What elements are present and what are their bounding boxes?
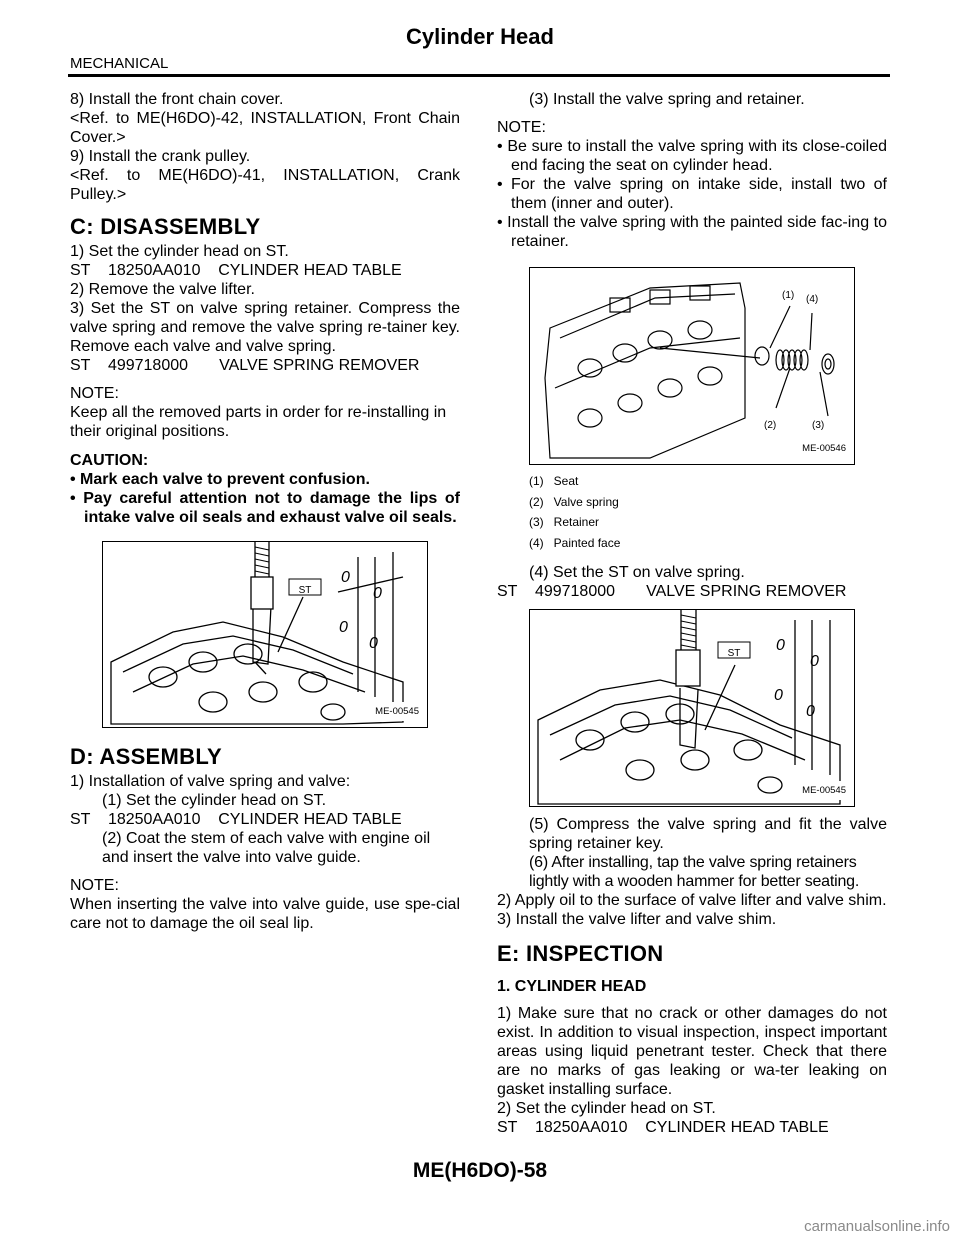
svg-text:0: 0 <box>339 619 348 636</box>
tool-label: ST <box>298 585 312 596</box>
svg-text:0: 0 <box>369 635 378 652</box>
assembly-substep-3: (3) Install the valve spring and retainer. <box>529 91 805 108</box>
assembly-substep-1: (1) Set the cylinder head on ST. <box>102 792 327 809</box>
figure-valve-spring-remover <box>102 541 428 728</box>
note-bullet: • Be sure to install the valve spring with its close-coiled end facing the seat on cylinder head. <box>497 138 887 174</box>
assembly-step-1: 1) Installation of valve spring and valve: <box>70 773 351 790</box>
callout-valve-spring: (2) <box>764 420 777 431</box>
svg-text:0: 0 <box>341 569 350 586</box>
assembly-substep-4: (4) Set the ST on valve spring. <box>529 564 745 581</box>
special-tool-line: ST 18250AA010 CYLINDER HEAD TABLE <box>497 1119 829 1136</box>
note-label: NOTE: <box>70 877 119 894</box>
engine-illustration <box>530 610 854 806</box>
caution-item: • Pay careful attention not to damage the lips of intake valve oil seals and exhaust valve oil seals. <box>70 490 460 526</box>
heading-assembly: D: ASSEMBLY <box>70 744 223 769</box>
ref-crank-pulley[interactable]: <Ref. to ME(H6DO)-41, INSTALLATION, Crank Pulley.> <box>70 167 460 203</box>
figure-code: ME-00545 <box>800 781 848 800</box>
ref-front-chain-cover[interactable]: <Ref. to ME(H6DO)-42, INSTALLATION, Front Chain Cover.> <box>70 110 460 146</box>
disassembly-step-2: 2) Remove the valve lifter. <box>70 281 255 298</box>
page-number: ME(H6DO)-58 <box>412 1159 548 1182</box>
callout-seat: (1) <box>782 290 795 301</box>
disassembly-step-3: 3) Set the ST on valve spring retainer. Compress the valve spring and remove the valve spring re-tainer key. Remove each valve and valve spring. <box>70 300 460 355</box>
note-text: Keep all the removed parts in order for re-installing in their original positions. <box>70 404 447 440</box>
watermark: carmanualsonline.info <box>804 1218 950 1235</box>
assembly-substep-5: (5) Compress the valve spring and fit the valve spring retainer key. <box>529 816 887 852</box>
note-bullet: • Install the valve spring with the painted side fac-ing to retainer. <box>497 214 887 250</box>
heading-inspection: E: INSPECTION <box>497 941 664 966</box>
section-label: MECHANICAL <box>70 55 169 72</box>
note-bullet: • For the valve spring on intake side, install two of them (inner and outer). <box>497 176 887 212</box>
heading-disassembly: C: DISASSEMBLY <box>70 214 261 239</box>
legend-item: (3) Retainer <box>529 515 600 529</box>
header-rule <box>68 74 890 77</box>
svg-text:0: 0 <box>776 637 785 654</box>
svg-text:0: 0 <box>774 687 783 704</box>
inspection-step-1: 1) Make sure that no crack or other damages do not exist. In addition to visual inspection, inspect important areas using liquid penetrant tester. Check that there are no marks of gas leaking or wa-ter leaking on gasket installing surface. <box>497 1005 887 1098</box>
figure-valve-spring-parts <box>529 267 855 465</box>
special-tool-line: ST 18250AA010 CYLINDER HEAD TABLE <box>70 811 402 828</box>
special-tool-line: ST 18250AA010 CYLINDER HEAD TABLE <box>70 262 402 279</box>
step-8: 8) Install the front chain cover. <box>70 91 284 108</box>
legend-item: (4) Painted face <box>529 535 621 550</box>
right-column <box>497 90 887 1137</box>
page-title: Cylinder Head <box>406 24 554 49</box>
special-tool-line: ST 499718000 VALVE SPRING REMOVER <box>70 357 420 374</box>
tool-label: ST <box>727 648 741 659</box>
note-label: NOTE: <box>70 385 119 402</box>
assembly-step-2: 2) Apply oil to the surface of valve lifter and valve shim. <box>497 892 887 909</box>
caution-label: CAUTION: <box>70 452 149 469</box>
caution-item: • Mark each valve to prevent confusion. <box>70 471 370 488</box>
legend-item: (1) Seat <box>529 474 579 488</box>
inspection-step-2: 2) Set the cylinder head on ST. <box>497 1100 716 1117</box>
callout-painted-face: (4) <box>806 294 819 305</box>
figure-code: ME-00546 <box>800 439 848 458</box>
step-9: 9) Install the crank pulley. <box>70 148 251 165</box>
figure-valve-spring-remover <box>529 609 855 807</box>
svg-text:0: 0 <box>806 703 815 720</box>
disassembly-step-1: 1) Set the cylinder head on ST. <box>70 243 289 260</box>
figure-code: ME-00545 <box>373 702 421 721</box>
assembly-substep-2: (2) Coat the stem of each valve with engine oil and insert the valve into valve guide. <box>102 830 431 866</box>
legend-item: (2) Valve spring <box>529 494 619 509</box>
assembly-substep-6: (6) After installing, tap the valve spring retainers lightly with a wooden hammer for better seating. <box>529 854 860 890</box>
engine-illustration <box>103 542 427 727</box>
note-text: When inserting the valve into valve guide, use spe-cial care not to damage the oil seal lip. <box>70 896 460 932</box>
figure-legend <box>529 471 887 553</box>
left-column <box>70 90 460 933</box>
cylinder-head-illustration <box>530 268 854 464</box>
svg-text:0: 0 <box>373 585 382 602</box>
special-tool-line: ST 499718000 VALVE SPRING REMOVER <box>497 583 847 600</box>
assembly-step-3: 3) Install the valve lifter and valve shim. <box>497 911 777 928</box>
callout-retainer: (3) <box>812 420 825 431</box>
subheading-cylinder-head: 1. CYLINDER HEAD <box>497 978 647 995</box>
svg-text:0: 0 <box>810 653 819 670</box>
note-label: NOTE: <box>497 119 546 136</box>
